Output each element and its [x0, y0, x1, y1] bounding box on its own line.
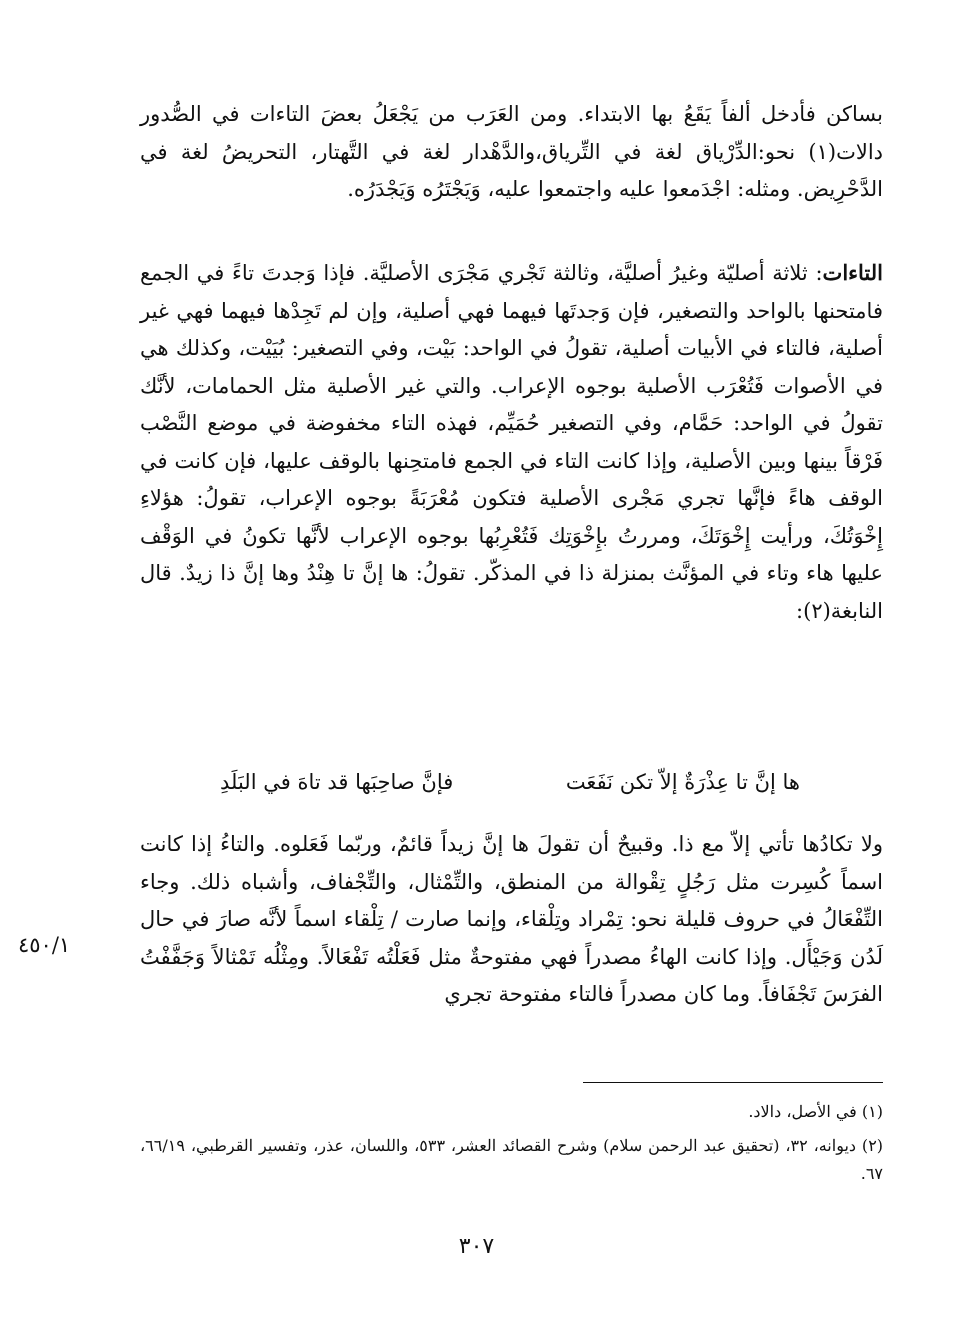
section-term: التاءات: [822, 260, 883, 285]
footnote-2: (٢) ديوانه، ٣٢، (تحقيق عبد الرحمن سلام) وشرح القصائد العشر، ٥٣٣، واللسان، عذر، وتفسير القرطبي، ٦٦/١٩، ٦٧.: [140, 1136, 884, 1183]
paragraph-taat-body: : ثلاثة أصليّة وغيرُ أصليَّة، وثالثة تَجْري مَجْرَى الأصليَّة. فإذا وَجدتَ تاءً في الجمع فامتحنها بالواحد والتصغير، فإن وَجدتَها فيهما فهي أصلية، وإن لم تَجِدْها فيهما فهي غير أصلية، فالتاء في الأبيات أصلية، تقولُ في الواحد: بَيْت، وفي التصغير: بُيَيْت، وكذلك هي في الأصوات فَتُعْرَب الأصلية بوجوه الإعراب. والتي غير الأصلية مثل الحمامات، لأنَّك تقولُ في الواحد: حَمَّام، وفي التصغير حُمَيِّم، فهذه التاء مخفوضة في موضع النَّصْب فَرْقاً بينها وبين الأصلية، وإذا كانت التاء في الجمع فامتحِنها بالوقف عليها، فإن كانت في الوقف هاءً فإنَّها تجري مَجْرى الأصلية فتكون مُعْرَبَةً بوجوه الإعراب، تقولُ: هؤلاءِ إِخْوَتُكَ، ورأيت إِخْوَتَكَ، ومررتُ بإِخْوَتِك فَتُعْرِبُها بوجوه الإعراب لأنَّها تكونُ في الوَقْف عليها هاء وتاء في المؤنَّث بمنزلة ذا في المذكّر. تقولُ: ها إنَّ تا هِنْدُ وها إنَّ ذا زيدٌ. قال النابغة(٢):: [140, 261, 883, 623]
margin-page-reference: ٤٥٠/١: [18, 933, 71, 957]
page-number: ٣٠٧: [458, 1234, 495, 1259]
footnotes: [140, 1098, 883, 1194]
paragraph-taat: [140, 254, 883, 630]
footnote-1: (١) في الأصل، دالاد.: [748, 1102, 883, 1121]
footnote-divider: [583, 1082, 883, 1083]
poetry-verse: [220, 770, 800, 810]
paragraph-3: ولا تكادُها تأتي إلاّ مع ذا. وقبيحٌ أن تقولَ ها إنَّ زيداً قائمٌ، وربّما فَعَلوه. والتاءُ إذا كانت اسماً كُسِرت مثل رَجُلٍ تِقْوالة من المنطق، والتِّمْثال، والتِّجْفاف، وأشباه ذلك. وجاء التِّفْعَالُ في حروف قليلة نحو: تِمْراد وتِلْقاء، وإنما صارت / تِلْقاء اسماً لأنَّه صارَ في حال لَدُن وَجَيْأَل. وإذا كانت الهاءُ مصدراً فهي مفتوحةٌ مثل فَعَلْتُه تَفْعَالاً. ومِثْلُه تَمْثالاً وَجَفَّفْتُ الفرَسَ تَجْفَافاً. وما كان مصدراً فالتاء مفتوحة تجري: [140, 832, 884, 1006]
paragraph-1: بساكن فأدخل ألفاً يَقَعُ بها الابتداء. ومن العَرَب من يَجْعَلُ بعضَ التاءات في الصُّدور دالات(١) نحو:الدِّرْياق لغة في التِّرياق،والدَّهْدار لغة في التَّهتار، التحريضُ لغة في الدَّحْرِيض. ومثله: اجْدَمعوا عليه واجتمعوا عليه، وَيَجْتَرُه وَيَجْدَرُه.: [140, 102, 883, 201]
verse-second-hemistich: فإنَّ صاحِبَها قد تاهَ في البَلَدِ: [220, 770, 454, 794]
verse-first-hemistich: ها إنَّ تا عِذْرَةٌ إلاّ تكن نَفَعَت: [565, 770, 800, 794]
